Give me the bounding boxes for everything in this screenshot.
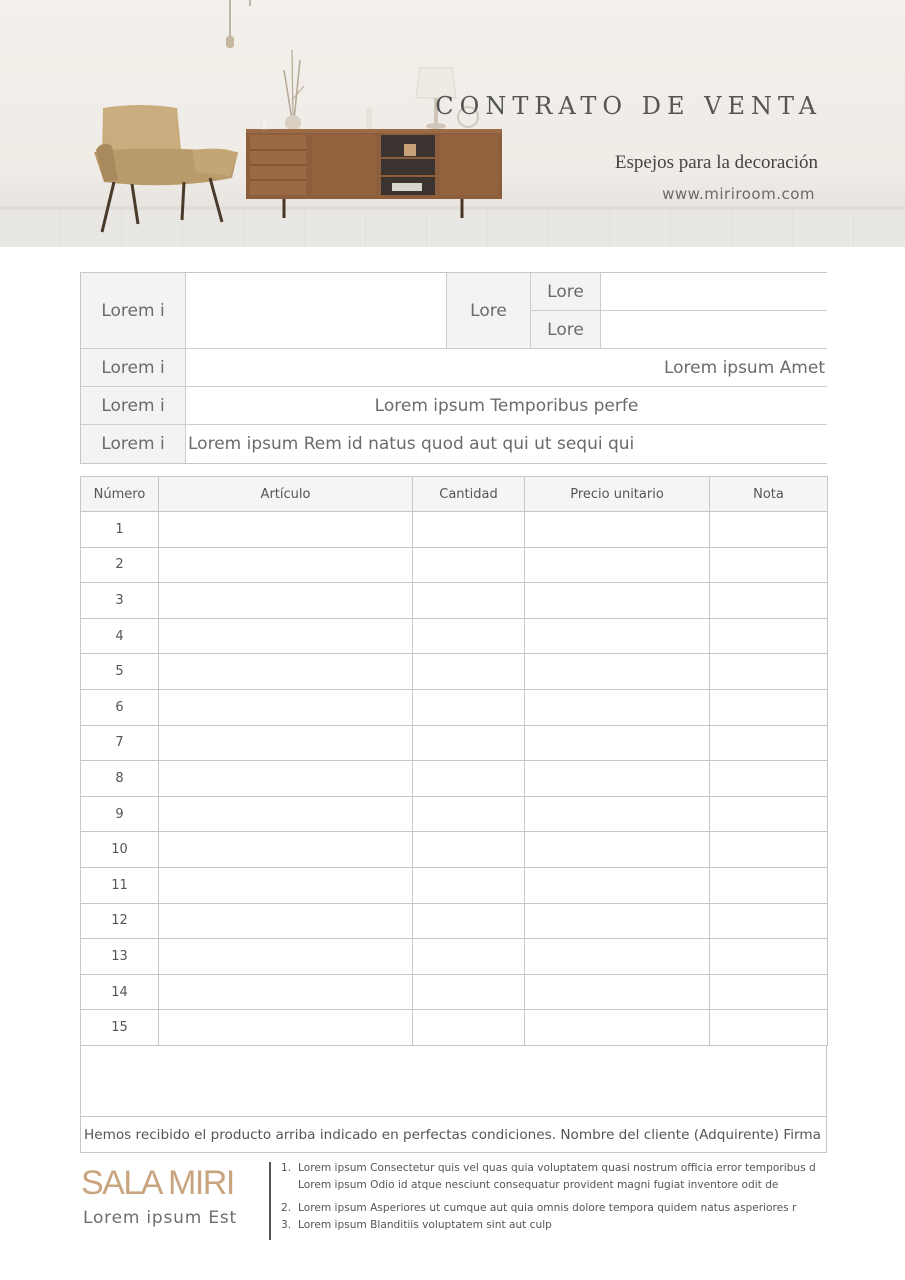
row-number: 10 [81, 832, 159, 868]
article-cell[interactable] [159, 512, 413, 548]
info-row1-label: Lorem i [81, 273, 186, 349]
note-cell[interactable] [710, 761, 828, 797]
terms-item-number: 1. [281, 1162, 292, 1174]
article-cell[interactable] [159, 618, 413, 654]
brand-logo-text: SALA MIRI [81, 1164, 234, 1202]
quantity-cell[interactable] [413, 512, 525, 548]
note-cell[interactable] [710, 654, 828, 690]
note-cell[interactable] [710, 1010, 828, 1046]
terms-list [281, 1160, 841, 1234]
note-cell[interactable] [710, 547, 828, 583]
row-number: 3 [81, 583, 159, 619]
table-row [81, 939, 828, 975]
row-number: 6 [81, 689, 159, 725]
note-cell[interactable] [710, 939, 828, 975]
info-row1-sub-label-a: Lore [531, 273, 601, 311]
column-header-quantity: Cantidad [413, 477, 525, 512]
header-banner [0, 0, 905, 247]
table-row [81, 832, 828, 868]
unit-price-cell[interactable] [525, 547, 710, 583]
note-cell[interactable] [710, 689, 828, 725]
article-cell[interactable] [159, 796, 413, 832]
unit-price-cell[interactable] [525, 761, 710, 797]
quantity-cell[interactable] [413, 761, 525, 797]
note-cell[interactable] [710, 583, 828, 619]
column-header-article: Artículo [159, 477, 413, 512]
row-number: 1 [81, 512, 159, 548]
quantity-cell[interactable] [413, 974, 525, 1010]
article-cell[interactable] [159, 725, 413, 761]
quantity-cell[interactable] [413, 796, 525, 832]
items-table [80, 476, 828, 1046]
article-cell[interactable] [159, 654, 413, 690]
quantity-cell[interactable] [413, 725, 525, 761]
row-number: 14 [81, 974, 159, 1010]
quantity-cell[interactable] [413, 689, 525, 725]
info-row1-sub-field-b[interactable] [601, 311, 827, 349]
terms-item [281, 1217, 841, 1234]
article-cell[interactable] [159, 867, 413, 903]
row-number: 2 [81, 547, 159, 583]
article-cell[interactable] [159, 583, 413, 619]
row-number: 7 [81, 725, 159, 761]
row-number: 9 [81, 796, 159, 832]
unit-price-cell[interactable] [525, 832, 710, 868]
unit-price-cell[interactable] [525, 903, 710, 939]
quantity-cell[interactable] [413, 547, 525, 583]
note-cell[interactable] [710, 796, 828, 832]
terms-item [281, 1160, 841, 1177]
row-number: 13 [81, 939, 159, 975]
info-row1-sub-field-a[interactable] [601, 273, 827, 311]
info-table [80, 272, 827, 464]
unit-price-cell[interactable] [525, 654, 710, 690]
candle [262, 120, 268, 129]
article-cell[interactable] [159, 903, 413, 939]
column-header-number: Número [81, 477, 159, 512]
table-row [81, 1010, 828, 1046]
info-row2-label: Lorem i [81, 349, 186, 387]
info-row1-sub-label-b: Lore [531, 311, 601, 349]
note-cell[interactable] [710, 618, 828, 654]
article-cell[interactable] [159, 689, 413, 725]
table-row [81, 689, 828, 725]
terms-item-text: Lorem ipsum Blanditiis voluptatem sint aut culp [298, 1219, 552, 1231]
article-cell[interactable] [159, 832, 413, 868]
quantity-cell[interactable] [413, 654, 525, 690]
items-header-row [81, 477, 828, 512]
terms-item [281, 1200, 841, 1217]
terms-item-text: Lorem ipsum Odio id atque nesciunt consequatur provident magni fugiat inventore odit de [298, 1179, 779, 1191]
row-number: 12 [81, 903, 159, 939]
unit-price-cell[interactable] [525, 618, 710, 654]
table-row [81, 761, 828, 797]
info-row3-label: Lorem i [81, 387, 186, 425]
info-row3-value[interactable]: Lorem ipsum Temporibus perfe [186, 387, 827, 425]
table-row [81, 903, 828, 939]
terms-item-text: Lorem ipsum Consectetur quis vel quas quia voluptatem quasi nostrum officia error temporibus d [298, 1162, 816, 1174]
row-number: 5 [81, 654, 159, 690]
article-cell[interactable] [159, 547, 413, 583]
table-row [81, 725, 828, 761]
quantity-cell[interactable] [413, 832, 525, 868]
quantity-cell[interactable] [413, 1010, 525, 1046]
row-number: 15 [81, 1010, 159, 1046]
info-row4-value[interactable]: Lorem ipsum Rem id natus quod aut qui ut sequi qui [186, 425, 827, 463]
column-header-unit-price: Precio unitario [525, 477, 710, 512]
table-row [81, 583, 828, 619]
note-cell[interactable] [710, 512, 828, 548]
article-cell[interactable] [159, 761, 413, 797]
quantity-cell[interactable] [413, 618, 525, 654]
note-cell[interactable] [710, 974, 828, 1010]
unit-price-cell[interactable] [525, 725, 710, 761]
terms-item-number: 2. [281, 1202, 292, 1214]
table-row [81, 974, 828, 1010]
living-room-illustration [0, 0, 520, 247]
sideboard [246, 129, 502, 218]
info-row1-mid-label: Lore [447, 273, 531, 349]
note-cell[interactable] [710, 867, 828, 903]
note-cell[interactable] [710, 903, 828, 939]
quantity-cell[interactable] [413, 939, 525, 975]
table-row [81, 618, 828, 654]
remarks-box[interactable] [80, 1045, 827, 1117]
armchair [94, 105, 238, 232]
article-cell[interactable] [159, 939, 413, 975]
unit-price-cell[interactable] [525, 512, 710, 548]
vase-branches [284, 50, 304, 131]
unit-price-cell[interactable] [525, 689, 710, 725]
website-url: www.miriroom.com [662, 185, 815, 203]
note-cell[interactable] [710, 725, 828, 761]
table-row [81, 654, 828, 690]
unit-price-cell[interactable] [525, 939, 710, 975]
items-body [81, 512, 828, 1046]
info-row1-value-field[interactable] [186, 273, 447, 349]
article-cell[interactable] [159, 974, 413, 1010]
terms-item-continued [281, 1177, 841, 1194]
small-vase [366, 108, 372, 129]
quantity-cell[interactable] [413, 867, 525, 903]
row-number: 4 [81, 618, 159, 654]
brand-subtitle: Lorem ipsum Est [83, 1208, 237, 1228]
unit-price-cell[interactable] [525, 1010, 710, 1046]
contract-subtitle: Espejos para la decoración [614, 152, 818, 173]
unit-price-cell[interactable] [525, 974, 710, 1010]
receipt-statement: Hemos recibido el producto arriba indicado en perfectas condiciones. Nombre del cliente (Adquirente) Firma [80, 1117, 827, 1153]
info-row2-value[interactable]: Lorem ipsum Amet [186, 349, 827, 387]
column-header-note: Nota [710, 477, 828, 512]
unit-price-cell[interactable] [525, 867, 710, 903]
hanging-lamp [226, 36, 234, 48]
unit-price-cell[interactable] [525, 796, 710, 832]
table-row [81, 547, 828, 583]
note-cell[interactable] [710, 832, 828, 868]
quantity-cell[interactable] [413, 583, 525, 619]
quantity-cell[interactable] [413, 903, 525, 939]
table-row [81, 796, 828, 832]
contract-title: CONTRATO DE VENTA [435, 92, 822, 120]
row-number: 11 [81, 867, 159, 903]
info-row4-label: Lorem i [81, 425, 186, 463]
article-cell[interactable] [159, 1010, 413, 1046]
unit-price-cell[interactable] [525, 583, 710, 619]
terms-item-number: 3. [281, 1219, 292, 1231]
table-row [81, 867, 828, 903]
footer-divider [269, 1162, 271, 1240]
terms-item-text: Lorem ipsum Asperiores ut cumque aut quia omnis dolore tempora quidem natus asperiores r [298, 1202, 797, 1214]
table-row [81, 512, 828, 548]
row-number: 8 [81, 761, 159, 797]
